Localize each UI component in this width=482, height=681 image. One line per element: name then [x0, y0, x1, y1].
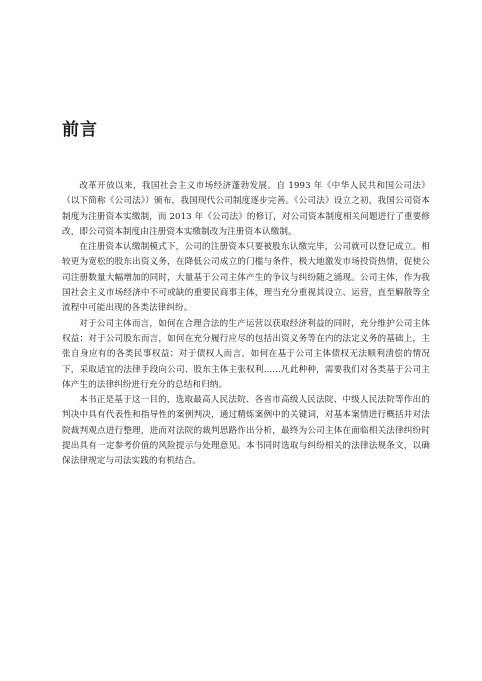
preface-body	[62, 179, 430, 470]
page-title: 前言	[62, 120, 98, 140]
paragraph: 对于公司主体而言，如何在合理合法的生产运营以获取经济利益的同时，充分维护公司主体权益；对于公司股东而言，如何在充分履行应尽的包括出资义务等在内的法定义务的基础上，主张自身应有的各类民事权益；对于债权人而言，如何在基于公司主体债权无法顺利清偿的情况下，采取适宜的法律手段向公司、股东主体主张权利……凡此种种，需要我们对各类基于公司主体产生的法律纠纷进行充分的总结和归纳。	[62, 318, 430, 390]
paragraph: 本书正是基于这一目的，选取最高人民法院、各省市高级人民法院、中级人民法院等作出的判决中具有代表性和指导性的案例判决，通过精炼案例中的关键词，对基本案情进行概括并对法院裁判观点进行整理，进而对法院的裁判思路作出分析，最终为公司主体在面临相关法律纠纷时提出具有一定参考价值的风险提示与处理意见。本书同时选取与纠纷相关的法律法规条文，以确保法律规定与司法实践的有机结合。	[62, 395, 430, 467]
paragraph: 在注册资本认缴制模式下，公司的注册资本只要被股东认缴完毕，公司就可以登记成立。相较更为宽松的股东出资义务，在降低公司成立的门槛与条件，极大地激发市场投资热情，促使公司注册数量大幅增加的同时，大量基于公司主体产生的争议与纠纷随之涌现。公司主体，作为我国社会主义市场经济中不可或缺的重要民商事主体，理当充分重视其设立、运营，直至解散等全流程中可能出现的各类法律纠纷。	[62, 242, 430, 314]
paragraph: 改革开放以来，我国社会主义市场经济蓬勃发展。自 1993 年《中华人民共和国公司法》（以下简称《公司法》）颁布，我国现代公司制度逐步完善。《公司法》设立之初，我国公司资本制度为注册资本实缴制，而 2013 年《公司法》的修订，对公司资本制度相关问题进行了重要修改，即公司资本制度由注册资本实缴制改为注册资本认缴制。	[62, 181, 430, 237]
